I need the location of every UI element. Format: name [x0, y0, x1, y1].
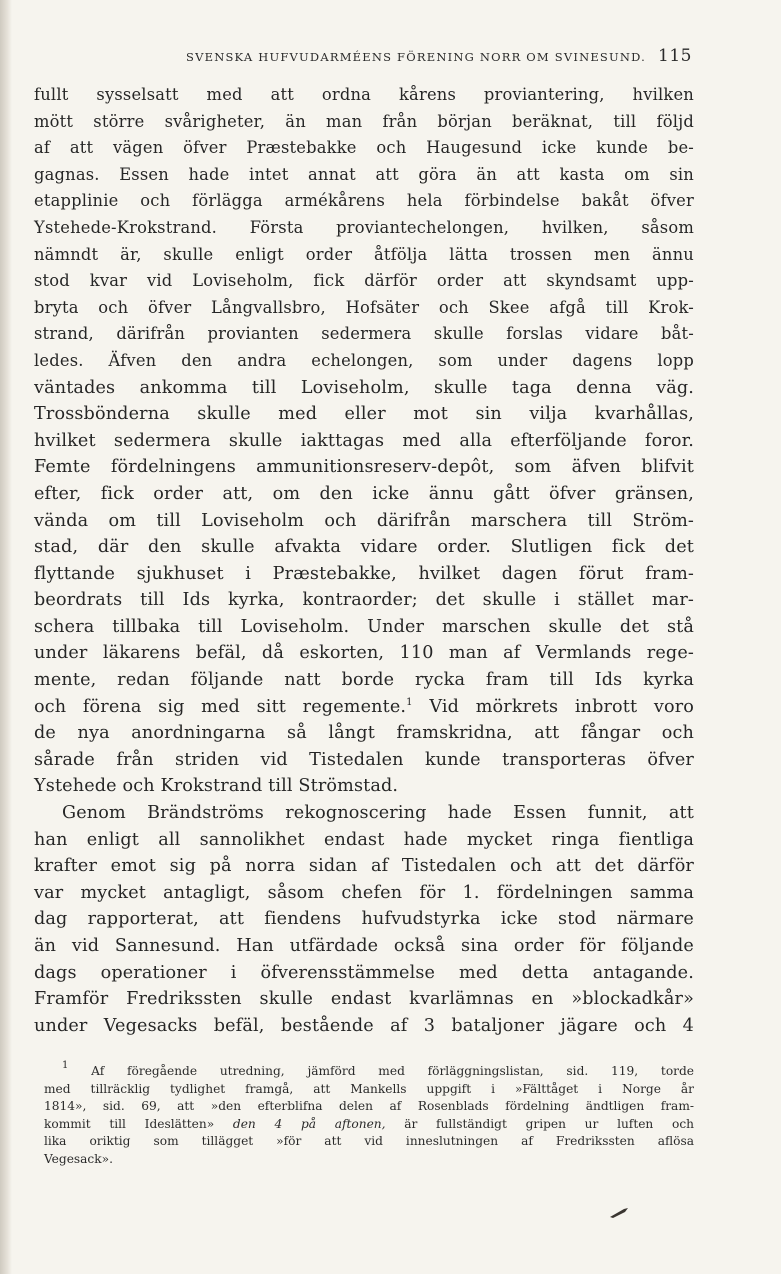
footnote-text: är fullständigt gripen ur luften och: [404, 1116, 695, 1131]
text-line: Ystehede och Krokstrand till Strömstad.: [34, 776, 399, 797]
text-line: beordrats till Ids kyrka, kontraorder; det skulle i stället mar-: [34, 590, 694, 611]
footnote-line: lika oriktig som tillägget »för att vid inneslutningen af Fredrikssten aflösa: [44, 1134, 694, 1149]
running-title: SVENSKA HUFVUDARMÉENS FÖRENING NORR OM SVINESUND.: [186, 50, 647, 64]
text-line: Trossbönderna skulle med eller mot sin vilja kvarhållas,: [34, 404, 694, 425]
text-line: Genom Brändströms rekognoscering hade Essen funnit, att: [62, 803, 694, 824]
text-line: gagnas. Essen hade intet annat att göra än att kasta om sin: [34, 164, 694, 184]
text-line: mente, redan följande natt borde rycka fram till Ids kyrka: [34, 670, 694, 691]
footnote-reference: 1: [406, 696, 413, 708]
text-line: hvilket sedermera skulle iakttagas med alla efterföljande foror.: [34, 430, 694, 451]
text-line: af att vägen öfver Præstebakke och Haugesund icke kunde be-: [34, 138, 694, 158]
footnote-line: med tillräcklig tydlighet framgå, att Mankells uppgift i »Fälttåget i Norge år: [44, 1081, 694, 1096]
paragraph-1: [34, 82, 694, 375]
text-line-with-footnote-ref: [34, 694, 694, 721]
page-number: 115: [658, 46, 692, 66]
text-line: väntades ankomma till Loviseholm, skulle taga denna väg.: [34, 377, 694, 398]
text-line: fullt sysselsatt med att ordna kårens proviantering, hvilken: [34, 85, 694, 104]
text-line: dags operationer i öfverensstämmelse med detta antagande.: [34, 962, 694, 983]
text-fragment: och förena sig med sitt regemente.: [34, 696, 407, 717]
body-text: [34, 82, 694, 1039]
text-line: ledes. Äfven den andra echelongen, som under dagens lopp: [34, 350, 694, 370]
binding-shadow: [0, 0, 12, 1274]
text-line: bryta och öfver Långvallsbro, Hofsäter och Skee afgå till Krok-: [34, 297, 694, 317]
footnote-line: [44, 1060, 695, 1081]
text-line: än vid Sannesund. Han utfärdade också sina order för följande: [34, 936, 694, 956]
text-line: Ystehede-Krokstrand. Första proviantechelongen, hvilken, såsom: [34, 217, 694, 237]
text-line: stad, där den skulle afvakta vidare order. Slutligen fick det: [34, 537, 694, 558]
footnote-line: Vegesack».: [44, 1151, 113, 1166]
footnote-line: [44, 1116, 694, 1134]
text-line: dag rapporterat, att fiendens hufvudstyrka icke stod närmare: [34, 909, 694, 930]
text-line: mött större svårigheter, än man från början beräknat, till följd: [34, 111, 694, 131]
text-line: nämndt är, skulle enligt order åtfölja lätta trossen men ännu: [34, 244, 694, 264]
text-line: Framför Fredrikssten skulle endast kvarlämnas en »blockadkår»: [34, 989, 694, 1010]
text-line: sårade från striden vid Tistedalen kunde transporteras öfver: [34, 749, 694, 770]
footnotes: [44, 1060, 695, 1169]
text-line: strand, därifrån provianten sedermera skulle forslas vidare båt-: [34, 324, 694, 344]
text-line: stod kvar vid Loviseholm, fick därför order att skyndsamt upp-: [34, 271, 694, 291]
text-line: etapplinie och förlägga armékårens hela förbindelse bakåt öfver: [34, 191, 694, 211]
paragraph-2: [34, 800, 694, 1039]
footnote-text: Af föregående utredning, jämförd med förläggningslistan, sid. 119, torde: [91, 1064, 695, 1078]
text-line: de nya anordningarna så långt framskridna, att fångar och: [34, 723, 694, 744]
footnote-line: 1814», sid. 69, att »den efterblifna delen af Rosenblads fördelning ändtligen fram-: [44, 1099, 694, 1114]
text-line: flyttande sjukhuset i Præstebakke, hvilket dagen förut fram-: [34, 563, 694, 584]
paragraph-1-cont: [34, 375, 694, 801]
text-line: vända om till Loviseholm och därifrån marschera till Ström-: [34, 510, 694, 531]
text-fragment: Vid mörkrets inbrott voro: [429, 696, 695, 717]
footnote-marker: 1: [62, 1060, 69, 1071]
text-line: Femte fördelningens ammunitionsreserv-depôt, som äfven blifvit: [34, 457, 694, 478]
text-line: schera tillbaka till Loviseholm. Under marschen skulle det stå: [34, 616, 694, 637]
footnote-text: kommit till Ideslätten»: [44, 1116, 215, 1131]
text-line: krafter emot sig på norra sidan af Tistedalen och att det därför: [34, 856, 694, 877]
text-line: under Vegesacks befäl, bestående af 3 bataljoner jägare och 4: [34, 1015, 694, 1036]
ink-blot-icon: [608, 1206, 630, 1220]
footnote-italic-phrase: den 4 på aftonen,: [232, 1116, 386, 1131]
running-header: [92, 46, 692, 72]
text-line: under läkarens befäl, då eskorten, 110 man af Vermlands rege-: [34, 643, 694, 664]
text-line: var mycket antagligt, såsom chefen för 1. fördelningen samma: [34, 882, 694, 903]
text-line: efter, fick order att, om den icke ännu gått öfver gränsen,: [34, 483, 694, 504]
text-line: han enligt all sannolikhet endast hade mycket ringa fientliga: [34, 829, 694, 850]
